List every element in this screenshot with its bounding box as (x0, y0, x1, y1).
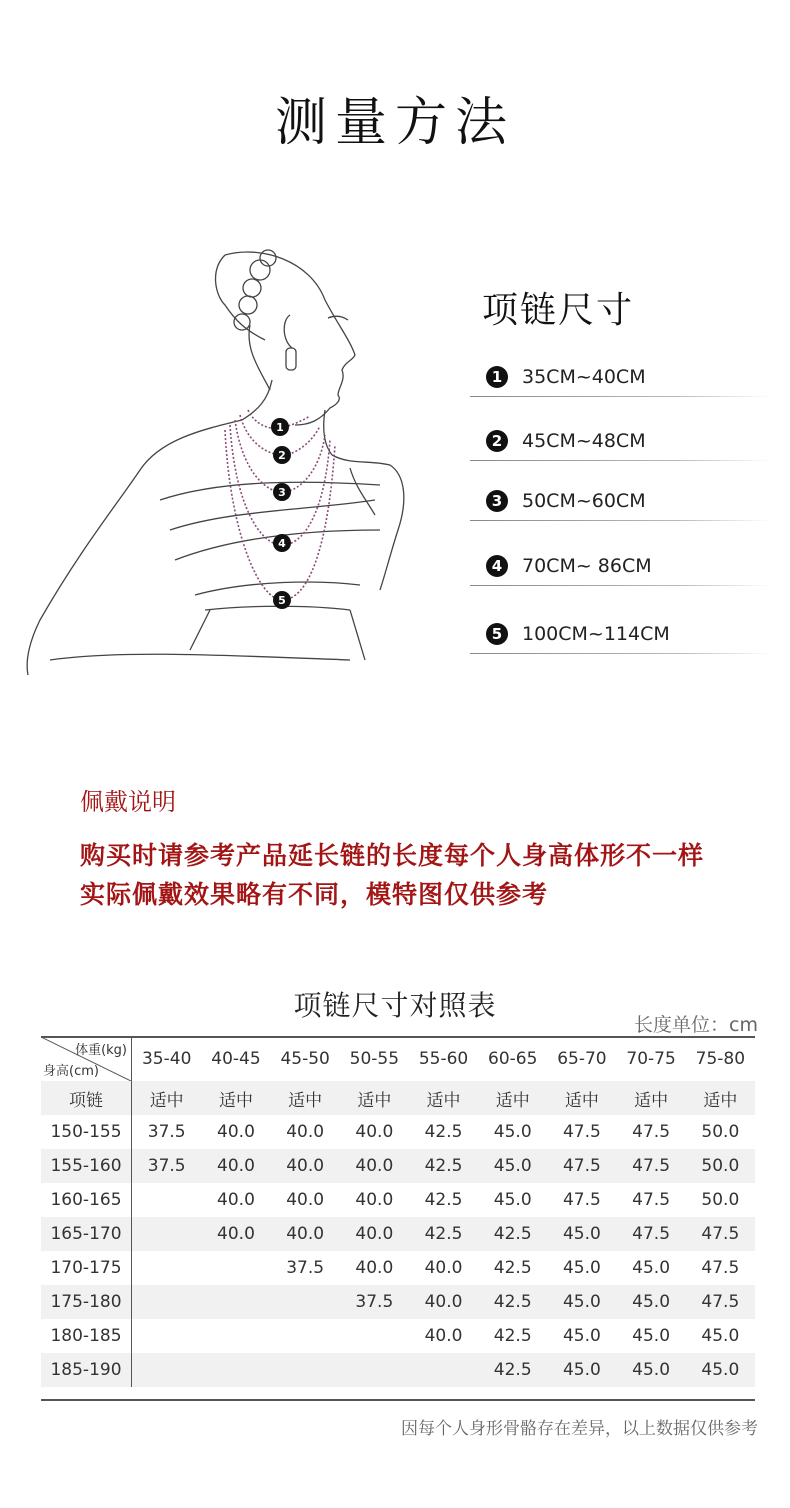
table-cell: 40.0 (340, 1217, 409, 1251)
table-cell: 适中 (686, 1081, 755, 1115)
table-cell: 适中 (132, 1081, 202, 1115)
divider (470, 396, 770, 397)
table-cell: 37.5 (286, 1258, 325, 1278)
divider (470, 520, 770, 521)
size-label: 50CM~60CM (522, 490, 646, 512)
number-badge-icon: 2 (486, 430, 508, 452)
table-cell (340, 1319, 409, 1353)
table-cell (201, 1319, 270, 1353)
table-row (41, 1285, 755, 1319)
table-cell: 40.0 (409, 1285, 478, 1319)
table-cell: 40.0 (201, 1217, 270, 1251)
table-cell: 47.5 (617, 1217, 686, 1251)
table-cell (132, 1353, 202, 1387)
table-cell: 50.0 (701, 1122, 740, 1142)
table-cell: 45.0 (632, 1258, 671, 1278)
wearing-instructions-title: 佩戴说明 (80, 788, 176, 816)
table-cell: 42.5 (424, 1122, 463, 1142)
table-cell: 45.0 (547, 1353, 616, 1387)
divider (470, 585, 770, 586)
marker-3: 3 (278, 486, 286, 499)
weight-header: 60-65 (488, 1049, 538, 1069)
table-cell (201, 1353, 270, 1387)
divider (470, 460, 770, 461)
table-cell: 47.5 (632, 1122, 671, 1142)
table-cell (132, 1319, 202, 1353)
weight-header: 40-45 (211, 1049, 261, 1069)
wearing-instructions-line-1: 购买时请参考产品延长链的长度每个人身高体形不一样 (80, 841, 705, 870)
table-row (41, 1183, 755, 1217)
size-chart-table (41, 1037, 755, 1387)
table-cell: 45.0 (547, 1217, 616, 1251)
number-badge-icon: 5 (486, 623, 508, 645)
table-cell: 45.0 (493, 1190, 532, 1210)
table-cell (201, 1251, 270, 1285)
table-cell: 适中 (201, 1081, 270, 1115)
size-label: 45CM~48CM (522, 430, 646, 452)
table-cell: 47.5 (562, 1122, 601, 1142)
table-cell: 40.0 (340, 1149, 409, 1183)
table-cell (271, 1319, 340, 1353)
table-cell: 40.0 (286, 1190, 325, 1210)
table-cell: 适中 (617, 1081, 686, 1115)
row-header: 175-180 (41, 1285, 132, 1319)
table-cell: 40.0 (286, 1122, 325, 1142)
row-header: 180-185 (41, 1319, 132, 1353)
row-header: 185-190 (41, 1353, 132, 1387)
table-cell: 40.0 (271, 1149, 340, 1183)
table-cell: 45.0 (478, 1149, 547, 1183)
page-title: 测量方法 (274, 93, 515, 153)
table-cell: 47.5 (617, 1149, 686, 1183)
table-row (41, 1319, 755, 1353)
table-cell: 50.0 (686, 1149, 755, 1183)
table-cell: 40.0 (355, 1190, 394, 1210)
table-cell: 45.0 (562, 1258, 601, 1278)
size-label: 35CM~40CM (522, 366, 646, 388)
table-cell: 42.5 (424, 1190, 463, 1210)
table-cell: 47.5 (686, 1217, 755, 1251)
table-cell (201, 1285, 270, 1319)
size-label: 100CM~114CM (522, 623, 670, 645)
size-chart-title: 项链尺寸对照表 (293, 989, 497, 1022)
row-header: 160-165 (41, 1183, 132, 1217)
table-cell: 适中 (478, 1081, 547, 1115)
row-header: 项链 (41, 1081, 132, 1115)
table-row (41, 1115, 755, 1149)
weight-header: 75-80 (695, 1049, 746, 1069)
table-cell: 47.5 (686, 1285, 755, 1319)
row-header: 170-175 (41, 1251, 132, 1285)
table-cell (271, 1353, 340, 1387)
size-label: 70CM~ 86CM (522, 555, 652, 577)
table-cell: 42.5 (409, 1149, 478, 1183)
row-header: 155-160 (41, 1149, 132, 1183)
table-cell: 45.0 (686, 1353, 755, 1387)
marker-2: 2 (278, 449, 286, 462)
number-badge-icon: 1 (486, 366, 508, 388)
table-cell (271, 1285, 340, 1319)
table-cell: 45.0 (617, 1353, 686, 1387)
table-cell: 适中 (271, 1081, 340, 1115)
table-row (41, 1217, 755, 1251)
header-row (41, 1037, 755, 1081)
table-cell: 40.0 (217, 1122, 255, 1142)
table-cell: 40.0 (355, 1122, 394, 1142)
table-cell (132, 1285, 202, 1319)
table-cell: 40.0 (424, 1258, 463, 1278)
size-item (470, 623, 770, 683)
table-cell: 47.5 (562, 1190, 601, 1210)
table-cell: 45.0 (632, 1326, 671, 1346)
model-illustration (20, 230, 420, 680)
table-cell (340, 1353, 409, 1387)
table-row (41, 1251, 755, 1285)
table-cell: 42.5 (493, 1326, 532, 1346)
weight-header: 55-60 (418, 1049, 469, 1069)
size-item (470, 555, 770, 615)
table-cell: 42.5 (478, 1285, 547, 1319)
table-cell (409, 1353, 478, 1387)
marker-4: 4 (278, 537, 286, 550)
table-cell (132, 1251, 202, 1285)
table-cell: 37.5 (132, 1149, 202, 1183)
marker-1: 1 (276, 421, 284, 434)
table-cell: 47.5 (701, 1258, 740, 1278)
marker-5: 5 (278, 594, 286, 607)
corner-cell (41, 1037, 132, 1081)
table-cell: 42.5 (493, 1258, 532, 1278)
size-item (470, 490, 770, 550)
table-cell: 45.0 (562, 1326, 601, 1346)
weight-header: 50-55 (349, 1049, 400, 1069)
row-header: 150-155 (41, 1115, 132, 1149)
table-cell: 40.0 (424, 1326, 463, 1346)
table-cell: 45.0 (493, 1122, 532, 1142)
table-cell: 40.0 (355, 1258, 394, 1278)
table-cell: 37.5 (340, 1285, 409, 1319)
table-cell (132, 1183, 202, 1217)
table-cell: 47.5 (632, 1190, 671, 1210)
necklace-size-heading: 项链尺寸 (482, 290, 635, 331)
table-cell: 50.0 (701, 1190, 740, 1210)
weight-axis-label: 体重(kg) (75, 1043, 127, 1058)
table-cell: 适中 (547, 1081, 616, 1115)
wearing-instructions-line-2: 实际佩戴效果略有不同，模特图仅供参考 (80, 880, 549, 909)
size-item (470, 366, 770, 426)
height-axis-label: 身高(cm) (43, 1064, 99, 1079)
table-cell: 42.5 (478, 1353, 547, 1387)
size-item (470, 430, 770, 490)
number-badge-icon: 3 (486, 490, 508, 512)
table-bottom-rule (41, 1399, 755, 1401)
table-cell: 45.0 (701, 1326, 740, 1346)
disclaimer-note: 因每个人身形骨骼存在差异，以上数据仅供参考 (401, 1419, 758, 1439)
table-cell: 适中 (340, 1081, 409, 1115)
divider (470, 653, 770, 654)
table-row (41, 1353, 755, 1387)
table-cell: 42.5 (478, 1217, 547, 1251)
table-cell: 45.0 (547, 1285, 616, 1319)
row-header: 165-170 (41, 1217, 132, 1251)
table-cell: 40.0 (201, 1149, 270, 1183)
weight-header: 35-40 (141, 1049, 192, 1069)
table-cell: 适中 (409, 1081, 478, 1115)
number-badge-icon: 4 (486, 555, 508, 577)
table-cell: 45.0 (617, 1285, 686, 1319)
weight-header: 45-50 (280, 1049, 330, 1069)
table-cell: 42.5 (409, 1217, 478, 1251)
weight-header: 70-75 (626, 1049, 676, 1069)
table-cell: 40.0 (217, 1190, 255, 1210)
table-cell: 40.0 (271, 1217, 340, 1251)
table-cell (132, 1217, 202, 1251)
table-cell: 37.5 (147, 1122, 186, 1142)
weight-header: 65-70 (557, 1049, 607, 1069)
unit-label: 长度单位：cm (634, 1014, 758, 1036)
table-row (41, 1149, 755, 1183)
table-row (41, 1081, 755, 1115)
table-cell: 47.5 (547, 1149, 616, 1183)
